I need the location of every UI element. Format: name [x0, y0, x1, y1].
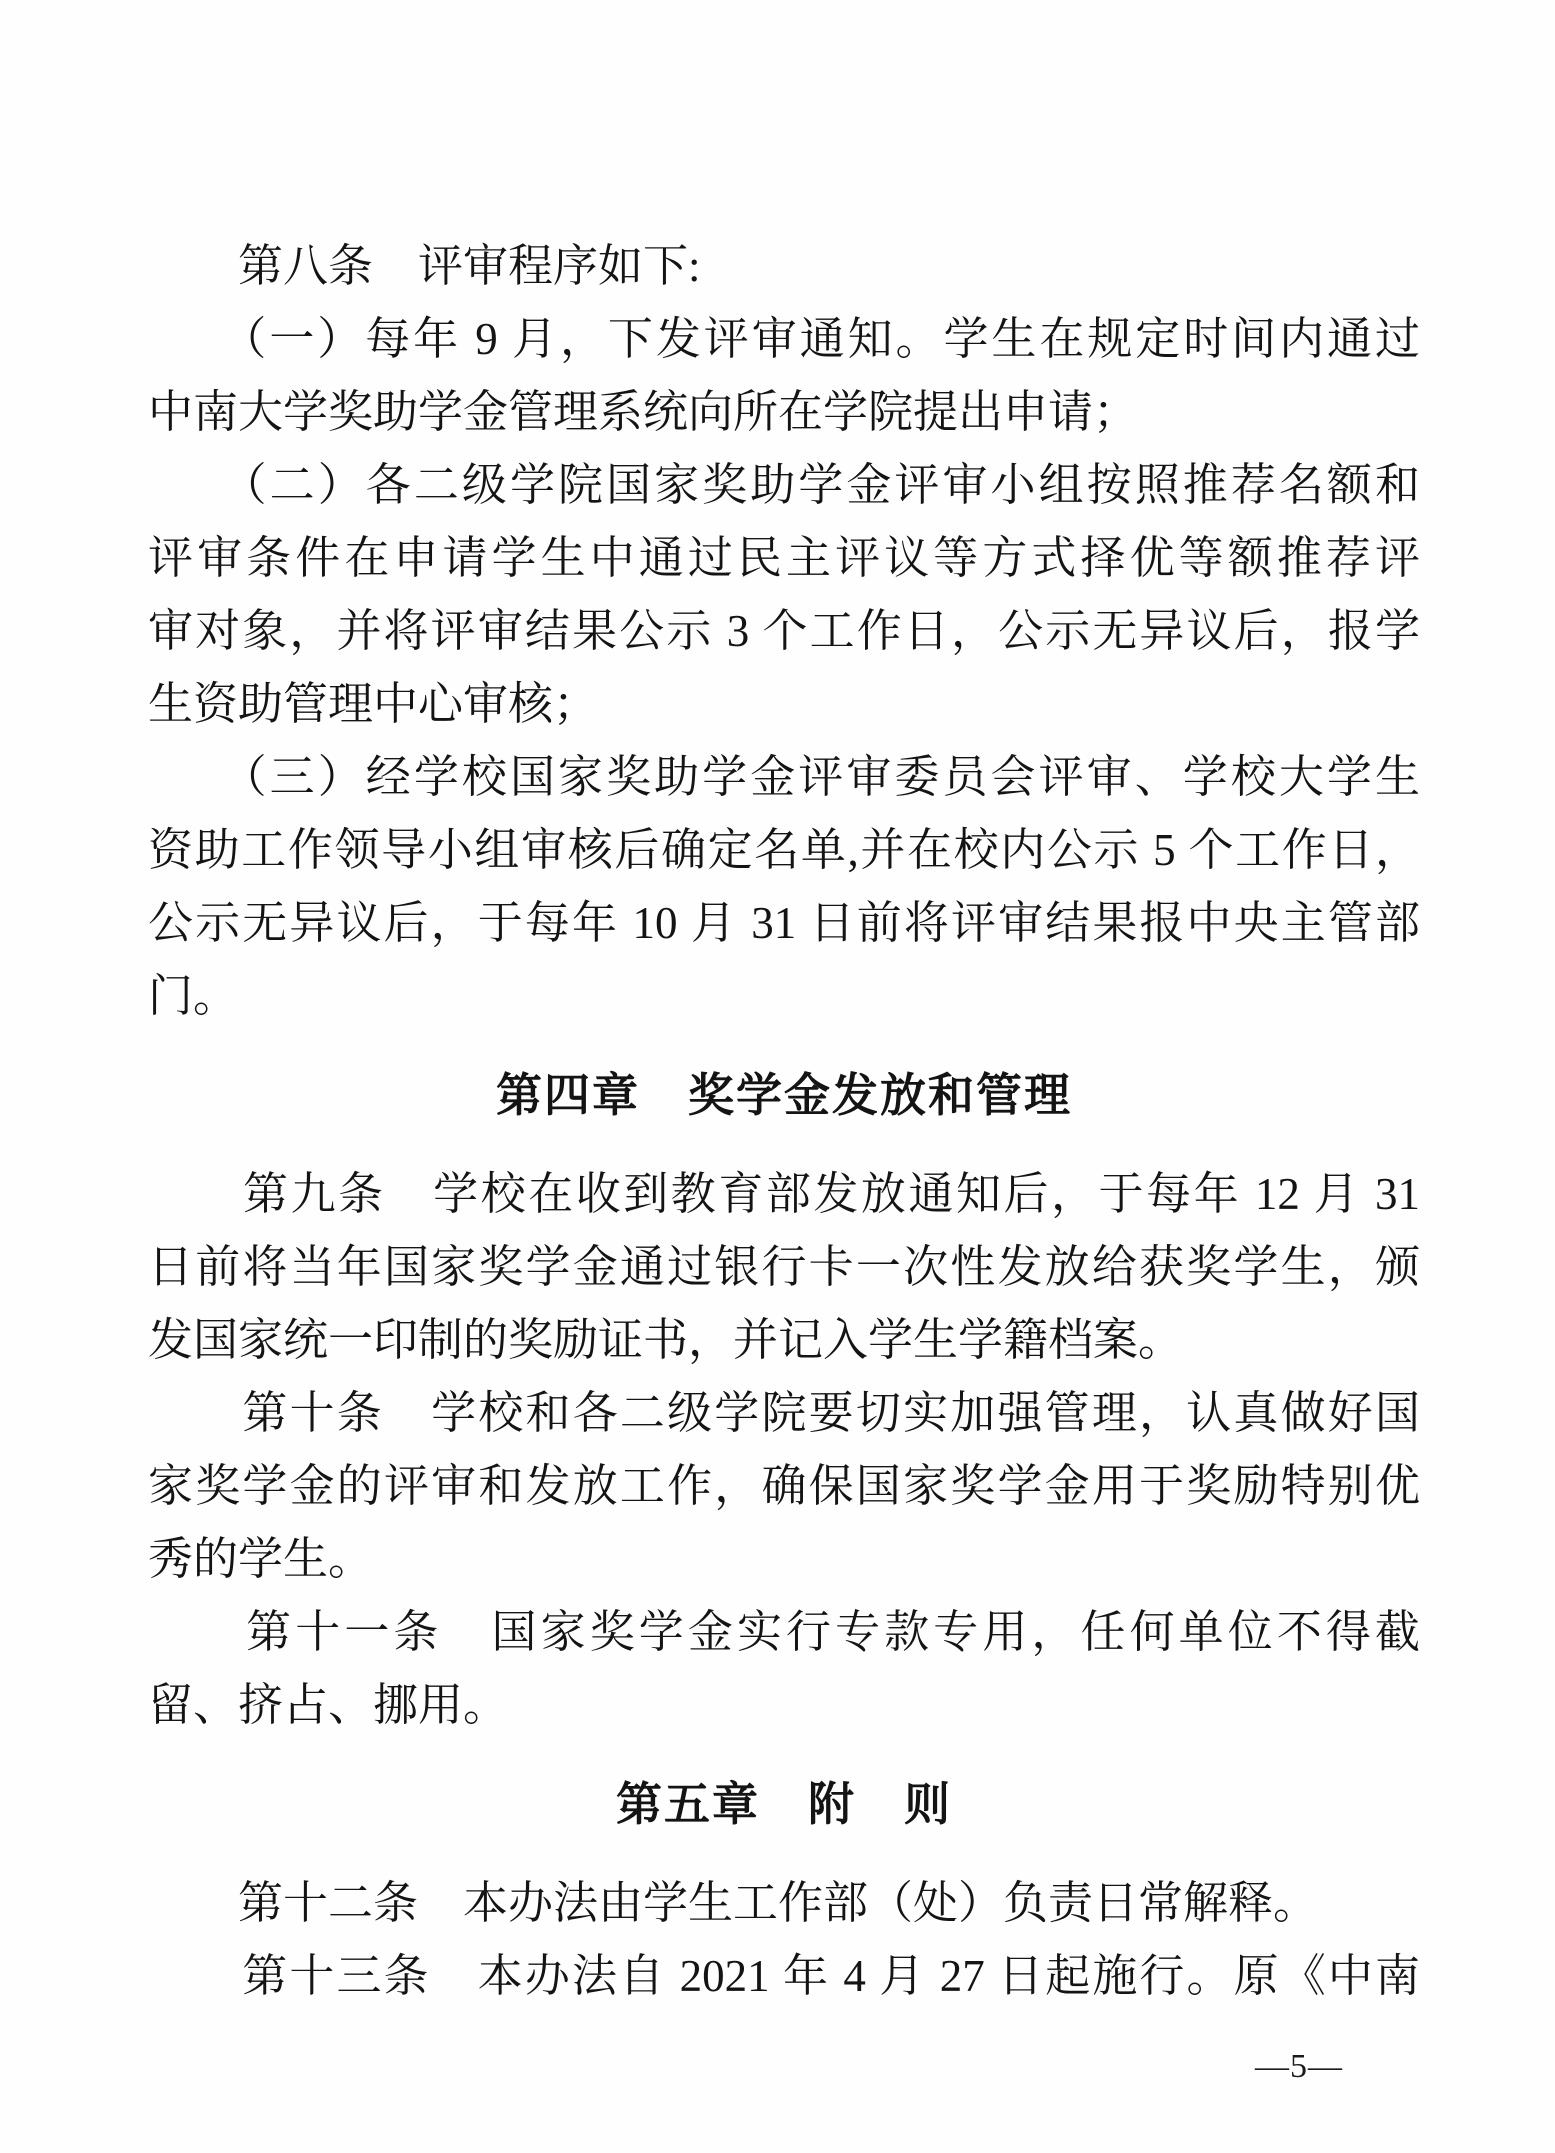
page-number: —5— [1255, 2048, 1343, 2085]
line-item3: 资助工作领导小组审核后确定名单,并在校内公示 5 个工作日， [148, 825, 1420, 875]
line-article10: 家奖学金的评审和发放工作，确保国家奖学金用于奖励特别优 [148, 1461, 1420, 1511]
line-article9: 第九条 学校在收到教育部发放通知后，于每年 12 月 31 [148, 1169, 1420, 1219]
line-item3: （三）经学校国家奖助学金评审委员会评审、学校大学生 [148, 752, 1420, 802]
chapter5-heading: 第五章 附 则 [616, 1778, 952, 1830]
line-item3: 公示无异议后，于每年 10 月 31 日前将评审结果报中央主管部 [148, 898, 1420, 948]
chapter4-heading: 第四章 奖学金发放和管理 [496, 1069, 1072, 1121]
line-item2: 评审条件在申请学生中通过民主评议等方式择优等额推荐评 [148, 533, 1420, 583]
line-item2: （二）各二级学院国家奖助学金评审小组按照推荐名额和 [148, 460, 1420, 510]
line-item2: 审对象，并将评审结果公示 3 个工作日，公示无异议后，报学 [148, 606, 1420, 656]
line-item2: 生资助管理中心审核； [148, 679, 599, 729]
line-article13: 第十三条 本办法自 2021 年 4 月 27 日起施行。原《中南 [148, 1951, 1420, 2001]
document-body [148, 230, 1420, 2013]
line-item3: 门。 [148, 971, 239, 1021]
line-article10: 秀的学生。 [148, 1534, 374, 1584]
line-item1: 中南大学奖助学金管理系统向所在学院提出申请； [148, 387, 1139, 437]
line-article11: 留、挤占、挪用。 [148, 1680, 509, 1730]
line-article9: 日前将当年国家奖学金通过银行卡一次性发放给获奖学生，颁 [148, 1242, 1420, 1292]
line-item1: （一）每年 9 月，下发评审通知。学生在规定时间内通过 [148, 314, 1420, 364]
line-article10: 第十条 学校和各二级学院要切实加强管理，认真做好国 [148, 1388, 1420, 1438]
line-article8-title: 第八条 评审程序如下: [148, 241, 701, 291]
line-article11: 第十一条 国家奖学金实行专款专用，任何单位不得截 [148, 1607, 1420, 1657]
line-article9: 发国家统一印制的奖励证书，并记入学生学籍档案。 [148, 1315, 1184, 1365]
line-article12: 第十二条 本办法由学生工作部（处）负责日常解释。 [148, 1878, 1319, 1928]
